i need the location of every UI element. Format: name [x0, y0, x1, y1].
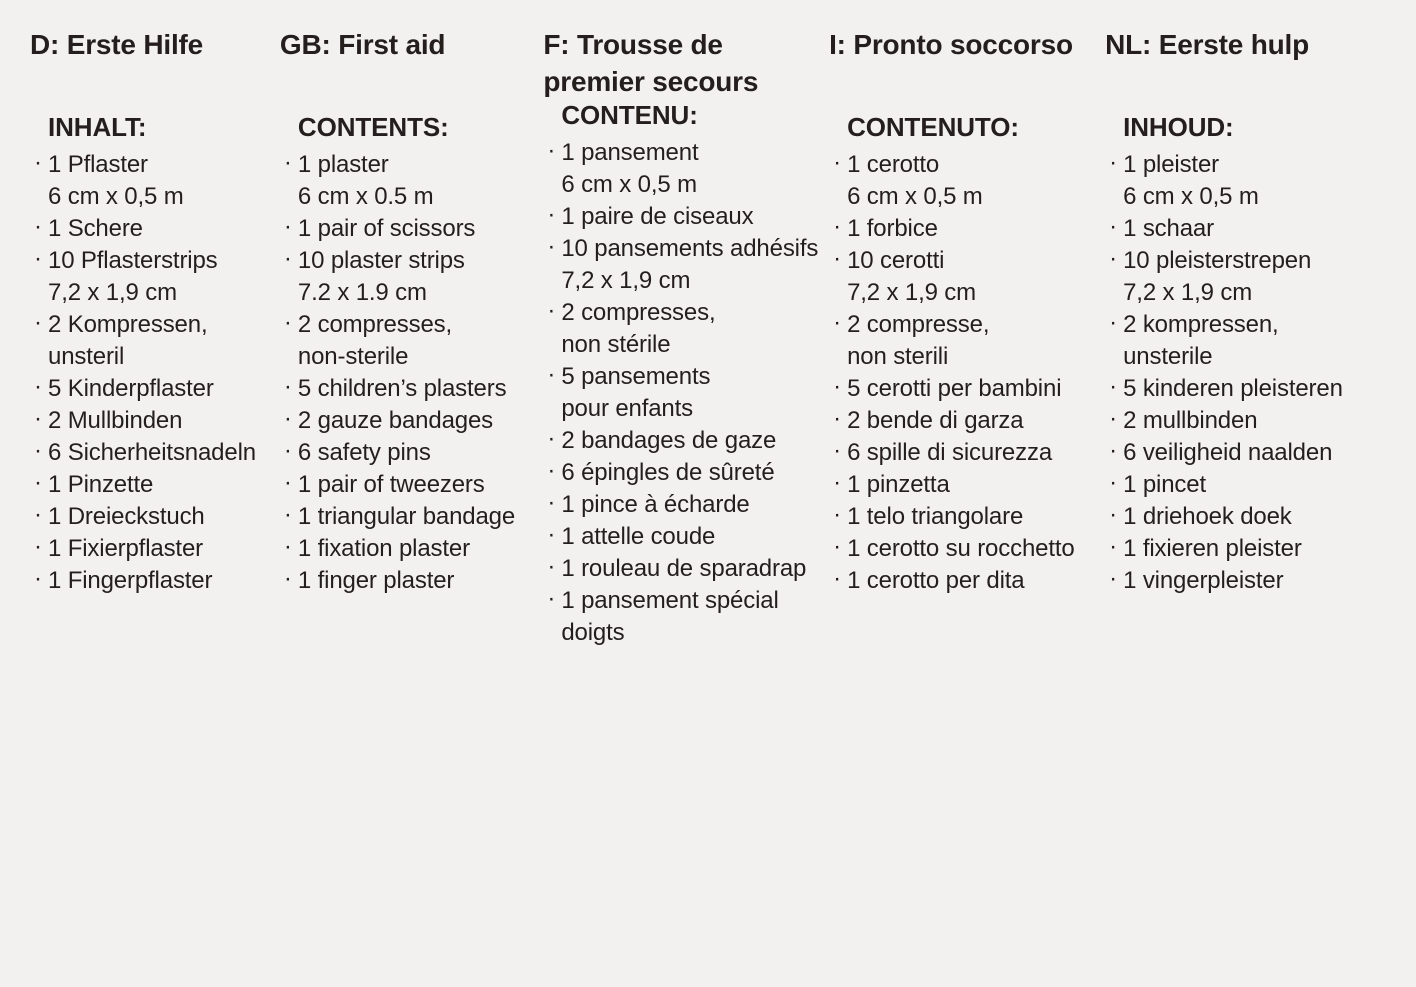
list-item-line: · 1 pansement: [561, 139, 699, 167]
list-item-line: 6 cm x 0,5 m: [561, 171, 697, 199]
contents-heading-gb: CONTENTS:: [297, 112, 449, 142]
list-item-line: · 1 forbice: [847, 215, 938, 242]
list-item-line: · 5 children’s plasters: [297, 375, 507, 402]
list-item-line: · 1 Dreieckstuch: [48, 503, 205, 530]
list-item-line: · 1 cerotto per dita: [847, 567, 1025, 594]
list-item: [543, 461, 821, 485]
list-item: [1105, 249, 1378, 305]
list-item: [1105, 569, 1378, 593]
list-item-line: · 1 Fixierpflaster: [48, 535, 203, 562]
list-item: [1105, 537, 1378, 561]
list-item-line: doigts: [561, 619, 625, 647]
contents-list-gb: [280, 153, 535, 593]
list-item-line: · 1 pince à écharde: [561, 491, 750, 519]
list-item-line: · 2 compresse,: [847, 311, 990, 338]
list-item-line: · 1 attelle coude: [561, 523, 716, 551]
list-item-line: · 1 cerotto: [847, 151, 940, 178]
list-item: [1105, 505, 1378, 529]
list-item-line: · 1 paire de ciseaux: [561, 203, 754, 231]
list-item: [280, 313, 535, 369]
list-item-line: · 6 Sicherheitsnadeln: [48, 439, 256, 466]
list-item-line: · 1 Schere: [48, 215, 143, 242]
language-title-it: I: Pronto soccorso: [829, 29, 1073, 60]
list-item-line: · 10 Pflasterstrips: [48, 247, 218, 274]
list-item: [280, 377, 535, 401]
contents-heading-de: INHALT:: [48, 112, 147, 142]
list-item-line: 6 cm x 0,5 m: [1123, 183, 1259, 210]
list-item: [829, 313, 1097, 369]
list-item-line: · 1 fixieren pleister: [1123, 535, 1302, 562]
list-item: [1105, 313, 1378, 369]
contents-list-nl: [1105, 153, 1378, 593]
list-item-line: · 1 rouleau de sparadrap: [561, 555, 807, 583]
list-item-line: · 1 pinzetta: [847, 471, 950, 498]
list-item-line: · 6 épingles de sûreté: [561, 459, 775, 487]
list-item-line: · 1 driehoek doek: [1123, 503, 1292, 530]
list-item-line: non sterili: [847, 343, 949, 370]
list-item: [280, 473, 535, 497]
contents-list-fr: [543, 141, 821, 645]
list-item-line: non stérile: [561, 331, 671, 359]
list-item-line: · 1 pair of scissors: [297, 215, 476, 242]
list-item: [280, 441, 535, 465]
list-item: [30, 377, 272, 401]
list-item-line: · 1 cerotto su rocchetto: [847, 535, 1075, 562]
list-item-line: 7,2 x 1,9 cm: [48, 279, 177, 306]
list-item: [543, 301, 821, 357]
list-item: [1105, 473, 1378, 497]
list-item: [280, 153, 535, 209]
contents-heading-fr: CONTENU:: [561, 100, 698, 131]
list-item-line: · 5 kinderen pleisteren: [1123, 375, 1343, 402]
list-item-line: · 2 gauze bandages: [297, 407, 494, 434]
list-item-line: · 1 finger plaster: [297, 567, 455, 594]
list-item: [280, 537, 535, 561]
list-item-line: 6 cm x 0,5 m: [48, 183, 184, 210]
list-item: [543, 493, 821, 517]
language-column-gb: [280, 26, 543, 601]
list-item-line: 6 cm x 0,5 m: [847, 183, 983, 210]
language-column-fr: [543, 26, 829, 653]
list-item-line: · 1 pansement spécial: [561, 587, 779, 615]
list-item-line: 7,2 x 1,9 cm: [1123, 279, 1253, 306]
list-item-line: · 10 cerotti: [847, 247, 945, 274]
list-item: [543, 429, 821, 453]
list-item: [829, 409, 1097, 433]
list-item: [543, 525, 821, 549]
contents-heading-nl: INHOUD:: [1123, 112, 1234, 142]
list-item-line: · 2 compresses,: [297, 311, 453, 338]
list-item: [543, 205, 821, 229]
list-item-line: · 2 mullbinden: [1123, 407, 1258, 434]
list-item-line: · 10 pleisterstrepen: [1123, 247, 1312, 274]
list-item-line: · 1 Pinzette: [48, 471, 154, 498]
list-item-line: · 2 kompressen,: [1123, 311, 1279, 338]
language-column-it: [829, 26, 1105, 601]
list-item-line: · 1 telo triangolare: [847, 503, 1024, 530]
list-item: [1105, 409, 1378, 433]
list-item-line: · 1 triangular bandage: [297, 503, 516, 530]
list-item: [829, 153, 1097, 209]
list-item-line: · 1 pincet: [1123, 471, 1206, 498]
list-item-line: · 1 pleister: [1123, 151, 1219, 178]
list-item: [30, 441, 272, 465]
list-item-line: pour enfants: [561, 395, 693, 423]
list-item-line: unsteril: [48, 343, 125, 370]
language-column-de: [30, 26, 280, 601]
list-item: [543, 589, 821, 645]
language-title-de: D: Erste Hilfe: [30, 29, 204, 60]
list-item: [30, 537, 272, 561]
language-title-gb: GB: First aid: [279, 29, 446, 60]
list-item: [1105, 217, 1378, 241]
language-title-fr: F: Trousse de premier secours: [543, 29, 759, 98]
list-item: [543, 365, 821, 421]
language-columns: [30, 26, 1386, 977]
list-item: [280, 409, 535, 433]
list-item: [543, 557, 821, 581]
list-item: [280, 505, 535, 529]
list-item: [1105, 377, 1378, 401]
list-item-line: 6 cm x 0.5 m: [297, 183, 434, 210]
contents-list-it: [829, 153, 1097, 593]
list-item: [1105, 441, 1378, 465]
list-item-line: · 2 Kompressen,: [48, 311, 208, 338]
list-item: [543, 237, 821, 293]
list-item: [30, 153, 272, 209]
list-item: [829, 569, 1097, 593]
list-item-line: · 2 Mullbinden: [48, 407, 183, 434]
list-item-line: · 1 pair of tweezers: [297, 471, 485, 498]
list-item-line: · 1 plaster: [297, 151, 389, 178]
list-item-line: non-sterile: [297, 343, 409, 370]
list-item-line: · 10 plaster strips: [297, 247, 465, 274]
contents-heading-it: CONTENUTO:: [847, 112, 1019, 142]
list-item: [1105, 153, 1378, 209]
list-item-line: · 5 Kinderpflaster: [48, 375, 214, 402]
list-item-line: · 6 safety pins: [297, 439, 431, 466]
list-item-line: 7,2 x 1,9 cm: [847, 279, 977, 306]
list-item-line: · 6 spille di sicurezza: [847, 439, 1053, 466]
list-item: [30, 249, 272, 305]
language-column-nl: [1105, 26, 1386, 601]
list-item-line: · 5 pansements: [561, 363, 711, 391]
list-item-line: · 1 Pflaster: [48, 151, 148, 178]
list-item: [829, 473, 1097, 497]
contents-list-de: [30, 153, 272, 593]
list-item-line: 7,2 x 1,9 cm: [561, 267, 691, 295]
list-item: [829, 249, 1097, 305]
list-item: [30, 313, 272, 369]
list-item-line: · 2 bandages de gaze: [561, 427, 777, 455]
list-item: [829, 377, 1097, 401]
list-item: [30, 505, 272, 529]
list-item: [829, 441, 1097, 465]
list-item-line: 7.2 x 1.9 cm: [297, 279, 427, 306]
list-item: [30, 409, 272, 433]
list-item-line: · 5 cerotti per bambini: [847, 375, 1062, 402]
language-title-nl: NL: Eerste hulp: [1105, 29, 1310, 60]
list-item: [280, 249, 535, 305]
list-item: [543, 141, 821, 197]
list-item: [829, 505, 1097, 529]
list-item-line: · 2 compresses,: [561, 299, 716, 327]
list-item: [280, 217, 535, 241]
list-item-line: · 6 veiligheid naalden: [1123, 439, 1333, 466]
list-item: [30, 569, 272, 593]
list-item: [30, 473, 272, 497]
list-item-line: · 1 vingerpleister: [1123, 567, 1284, 594]
list-item-line: · 10 pansements adhésifs: [561, 235, 819, 263]
list-item: [30, 217, 272, 241]
list-item: [829, 537, 1097, 561]
list-item: [280, 569, 535, 593]
list-item-line: unsterile: [1123, 343, 1213, 370]
list-item: [829, 217, 1097, 241]
list-item-line: · 2 bende di garza: [847, 407, 1024, 434]
list-item-line: · 1 Fingerpflaster: [48, 567, 213, 594]
list-item-line: · 1 schaar: [1123, 215, 1214, 242]
list-item-line: · 1 fixation plaster: [297, 535, 470, 562]
